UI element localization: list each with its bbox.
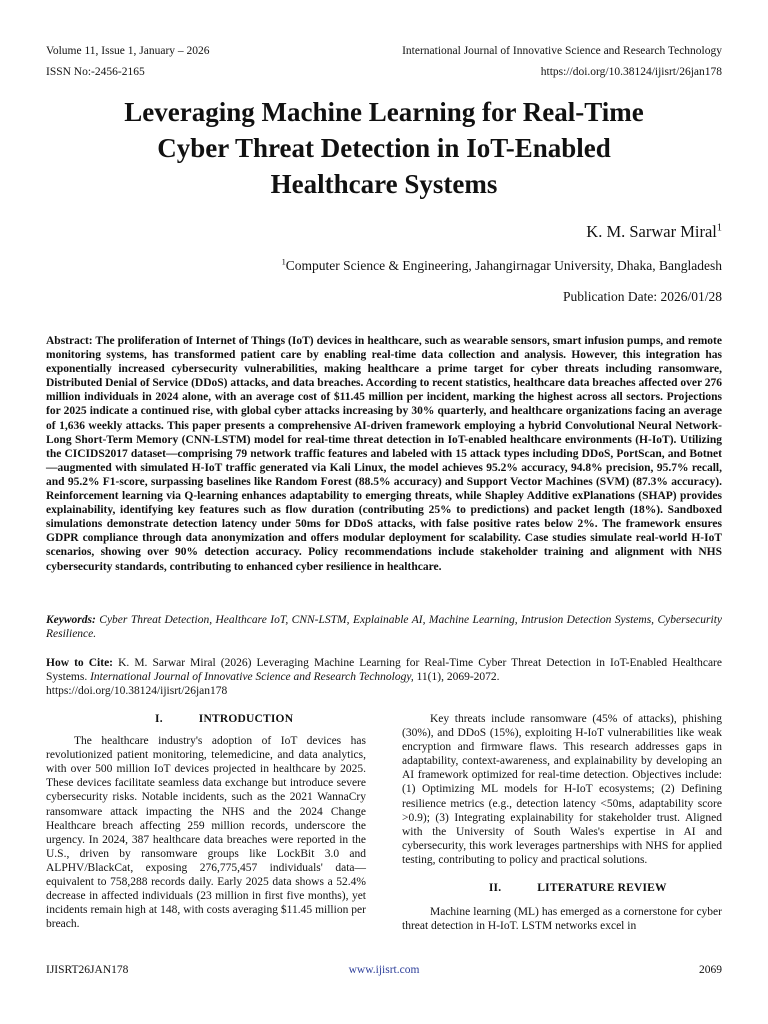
how-to-cite (46, 656, 722, 698)
cite-doi-link[interactable]: https://doi.org/10.38124/ijisrt/26jan178 (46, 685, 228, 698)
cite-journal: International Journal of Innovative Science and Research Technology, (90, 671, 414, 684)
abstract (46, 334, 722, 574)
keywords (46, 613, 722, 641)
author-name: K. M. Sarwar Miral (586, 222, 717, 241)
title-line: Cyber Threat Detection in IoT-Enabled (157, 133, 611, 163)
keywords-label: Keywords: (46, 614, 96, 626)
page-number: 2069 (699, 964, 722, 976)
cite-label: How to Cite: (46, 657, 113, 669)
intro-paragraph-2: Key threats include ransomware (45% of attacks), phishing (30%), and DDoS (15%), exploiting H-IoT vulnerabilities like weak encryption and firmware flaws. This research addresses gaps in adaptability, context-awareness, and explainability by developing an AI framework optimized for real-time detection. Objectives include: (1) Optimizing ML models for H-IoT ecosystems; (2) Defining resilience metrics (e.g., detection latency <50ms, adaptability score >0.9); (3) Integrating explainability for stakeholder trust. Aligned with the University of South Wales's expertise in AI and cybersecurity, this work leverages partnerships with NHS for applied testing, contributing to policy and practical solutions. (402, 713, 722, 866)
right-column (402, 712, 722, 941)
intro-paragraph-1: The healthcare industry's adoption of IoT devices has revolutionized patient monitoring, telemedicine, and data analytics, with over 500 million IoT devices projected in healthcare by 2025. These devices facilitate seamless data exchange but introduce severe cybersecurity risks. Notable incidents, such as the 2021 WannaCry ransomware attack impacting the NHS and the 2024 Change Healthcare breach affecting 259 million records, underscore the urgency. In 2024, 387 healthcare data breaches were reported in the U.S., driven by ransomware groups like LockBit 3.0 and ALPHV/BlackCat, exposing 276,775,457 individuals' data—equivalent to 758,288 records daily. Early 2025 data shows a 52.4% decrease in affected individuals (23 million in first five months), yet incidents remain high at 148, with costs averaging $11.45 million per breach. (46, 735, 366, 931)
section-heading-literature-review (402, 881, 722, 895)
title-line: Leveraging Machine Learning for Real-Time (124, 97, 644, 127)
literature-paragraph-1: Machine learning (ML) has emerged as a cornerstone for cyber threat detection in H-IoT. LSTM networks excel in (402, 906, 722, 933)
issn: ISSN No:-2456-2165 (46, 66, 145, 78)
paper-title (60, 94, 708, 202)
author-superscript: 1 (716, 222, 722, 234)
section-number: II. (488, 882, 502, 895)
journal-name: International Journal of Innovative Science and Research Technology (402, 45, 722, 57)
section-title: LITERATURE REVIEW (537, 882, 667, 895)
affiliation (282, 258, 722, 274)
cite-volume: 11(1), 2069-2072. (416, 671, 500, 684)
left-column (46, 712, 366, 939)
footer-paper-id: IJISRT26JAN178 (46, 964, 129, 976)
author (586, 222, 722, 242)
title-line: Healthcare Systems (270, 169, 498, 199)
affiliation-text: Computer Science & Engineering, Jahangirnagar University, Dhaka, Bangladesh (285, 258, 722, 273)
section-title: INTRODUCTION (198, 713, 294, 725)
footer-website-link[interactable]: www.ijisrt.com (348, 964, 420, 976)
header-doi-link[interactable]: https://doi.org/10.38124/ijisrt/26jan178 (540, 66, 722, 78)
cite-text: K. M. Sarwar Miral (2026) Leveraging Machine Learning for Real-Time Cyber Threat Detection in IoT-Enabled Healthcare Systems. (46, 657, 722, 684)
keywords-text: Cyber Threat Detection, Healthcare IoT, CNN-LSTM, Explainable AI, Machine Learning, Intrusion Detection Systems, Cybersecurity Resilience. (46, 614, 722, 641)
abstract-label: Abstract: (46, 335, 93, 347)
publication-date: Publication Date: 2026/01/28 (563, 289, 722, 304)
abstract-text: The proliferation of Internet of Things (IoT) devices in healthcare, such as wearable sensors, smart infusion pumps, and remote monitoring systems, has transformed patient care by enabling real-time data collection and analysis. However, this integration has exponentially increased cybersecurity vulnerabilities, making healthcare a prime target for cyber threats including ransomware, Distributed Denial of Service (DDoS) attacks, and data breaches. According to recent statistics, healthcare data breaches affected over 276 million individuals in 2024 alone, with an average cost of $11.45 million per incident, marking the highest across all sectors. Projections for 2025 indicate a continued rise, with global cyber attacks increasing by 30% quarterly, and healthcare organizations facing an average of 1,636 weekly attacks. This paper presents a comprehensive AI-driven framework employing a hybrid Convolutional Neural Network-Long Short-Term Memory (CNN-LSTM) model for real-time threat detection in IoT-enabled healthcare environments (H-IoT). Utilizing the CICIDS2017 dataset—comprising 79 network traffic features and labeled with 15 attack types including DDoS, PortScan, and Botnet—augmented with simulated H-IoT traffic generated via Kali Linux, the model achieves 95.2% accuracy, 94.8% precision, 95.7% recall, and 95.2% F1-score, surpassing baselines like Random Forest (88.5% accuracy) and Support Vector Machines (SVM) (87.3% accuracy). Reinforcement learning via Q-learning enhances adaptability to emerging threats, while Shapley Additive exPlanations (SHAP) provides explainability, identifying key features such as flow duration (contributing 25% to predictions) and packet length (18%). Sandboxed simulations demonstrate detection latency under 50ms for DDoS attacks, with false positive rates below 2%. The framework ensures GDPR compliance through data anonymization and offers modular deployment for scalability. Case studies simulate real-world H-IoT scenarios, showing over 90% detection accuracy. Policy recommendations include stakeholder training and alignment with NHS cybersecurity standards, contributing to enhanced cyber resilience in healthcare. (46, 335, 722, 573)
volume-info: Volume 11, Issue 1, January – 2026 (46, 45, 210, 57)
section-number: I. (155, 713, 163, 725)
affiliation-superscript: 1 (281, 257, 286, 267)
section-heading-introduction (46, 712, 366, 726)
